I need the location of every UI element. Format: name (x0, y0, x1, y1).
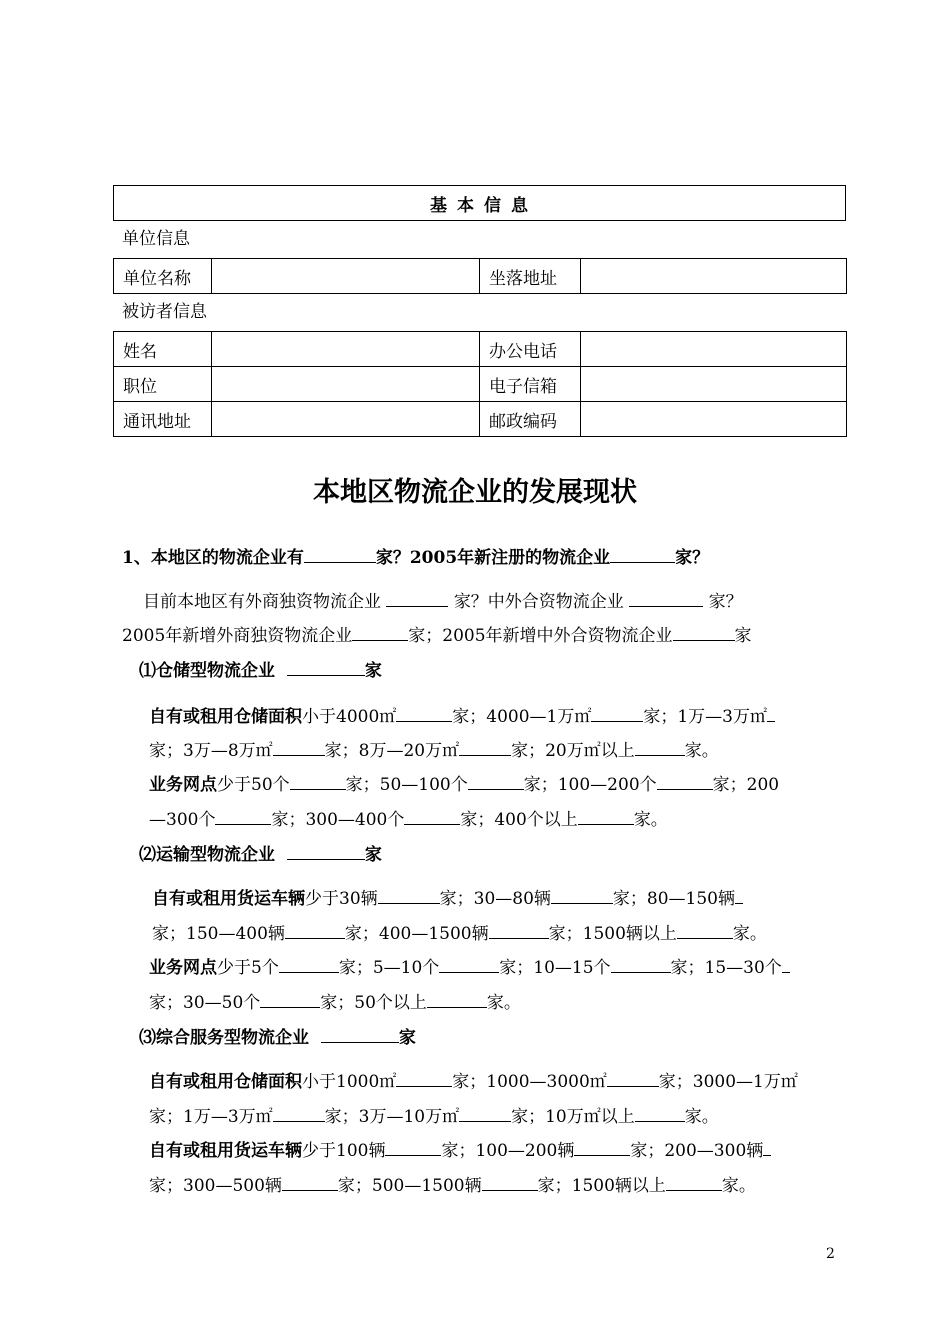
s3-unit: 家 (398, 1028, 416, 1048)
s2-line3 (149, 955, 790, 980)
s1-l4-blank3[interactable] (578, 807, 634, 825)
p2-text-b: 家；2005年新增中外合资物流企业 (408, 626, 673, 646)
s3-line4 (149, 1173, 756, 1198)
s2-l2-blank3[interactable] (677, 921, 733, 939)
s3-l2-a: 家；1万—3万㎡ (149, 1107, 273, 1127)
s2-l2-blank1[interactable] (285, 921, 345, 939)
paragraph-foreign-line1 (143, 589, 743, 614)
s3-l4-blank1[interactable] (282, 1173, 338, 1191)
s2-l2-b: 家；400—1500辆 (344, 924, 489, 944)
s2-l1-blank3[interactable] (735, 886, 743, 904)
s1-l3-blank1[interactable] (290, 772, 346, 790)
s1-l4-blank2[interactable] (404, 807, 460, 825)
s2-l3-blank2[interactable] (439, 955, 499, 973)
s1-l2-c: 家；20万㎡以上 (511, 741, 635, 761)
s2-l1-c: 家；80—150辆 (612, 889, 735, 909)
s1-heading (139, 658, 382, 683)
postcode-label: 邮政编码 (480, 402, 581, 437)
s3-l1-b: 家；1000—3000㎡ (452, 1072, 607, 1092)
s1-head-text: ⑴仓储型物流企业 (139, 661, 275, 681)
s2-l4-blank2[interactable] (427, 990, 487, 1008)
email-field[interactable] (581, 367, 847, 402)
email-label: 电子信箱 (480, 367, 581, 402)
q1-blank-new[interactable] (610, 545, 675, 563)
s1-l3-blank2[interactable] (468, 772, 524, 790)
s1-l2-blank1[interactable] (273, 738, 325, 756)
unit-name-field[interactable] (212, 259, 480, 294)
q1-blank-total[interactable] (304, 545, 376, 563)
s3-l4-blank3[interactable] (666, 1173, 722, 1191)
basic-info-header: 基本信息 (114, 186, 846, 221)
s3-l2-blank3[interactable] (635, 1104, 685, 1122)
s3-line3 (149, 1138, 771, 1163)
p2-blank-joint-new[interactable] (673, 623, 735, 641)
s2-l1-blank1[interactable] (378, 886, 440, 904)
mail-address-field[interactable] (212, 402, 480, 437)
p1-blank-joint[interactable] (629, 589, 703, 607)
s3-l3-blank3[interactable] (763, 1138, 771, 1156)
name-label: 姓名 (114, 332, 212, 367)
s2-l2-a: 家；150—400辆 (152, 924, 285, 944)
s2-l2-c: 家；1500辆以上 (548, 924, 677, 944)
s1-l3-d: 家；200 (712, 775, 780, 795)
s2-line4 (149, 990, 521, 1015)
p1-text-b: 家？中外合资物流企业 (453, 592, 624, 612)
s2-l1-a: 少于30辆 (305, 889, 378, 909)
s1-l3-bold: 业务网点 (149, 775, 217, 795)
s1-l4-b: 家；300—400个 (271, 810, 405, 830)
unit-name-label: 单位名称 (114, 259, 212, 294)
s3-l2-d: 家。 (684, 1107, 719, 1127)
s1-line2 (149, 738, 719, 763)
s2-l4-a: 家；30—50个 (149, 993, 261, 1013)
s3-l1-bold: 自有或租用仓储面积 (149, 1072, 302, 1092)
s1-blank-count[interactable] (287, 658, 365, 676)
unit-info-table (113, 258, 847, 294)
position-label: 职位 (114, 367, 212, 402)
s3-l2-blank2[interactable] (459, 1104, 511, 1122)
p1-text-c: 家？ (708, 592, 743, 612)
position-field[interactable] (212, 367, 480, 402)
s1-l2-a: 家；3万—8万㎡ (149, 741, 273, 761)
s1-l1-blank1[interactable] (396, 704, 452, 722)
basic-info-block (113, 185, 846, 437)
s3-l3-blank2[interactable] (574, 1138, 630, 1156)
s1-line4 (149, 807, 668, 832)
s2-l1-blank2[interactable] (551, 886, 613, 904)
s2-l4-blank1[interactable] (260, 990, 320, 1008)
s3-l2-c: 家；10万㎡以上 (511, 1107, 635, 1127)
s1-l1-blank3[interactable] (767, 704, 775, 722)
page-number: 2 (826, 1246, 835, 1262)
s1-l2-blank2[interactable] (459, 738, 511, 756)
s1-l2-blank3[interactable] (635, 738, 685, 756)
q1-text-b: 家？2005年新注册的物流企业 (375, 548, 611, 568)
s3-line1 (149, 1069, 798, 1094)
s2-blank-count[interactable] (287, 842, 365, 860)
s2-line1 (152, 886, 743, 911)
s3-l2-blank1[interactable] (273, 1104, 325, 1122)
name-field[interactable] (212, 332, 480, 367)
s2-l1-bold: 自有或租用货运车辆 (152, 889, 305, 909)
s1-l1-b: 家；4000—1万㎡ (452, 707, 592, 727)
s3-l4-b: 家；500—1500辆 (337, 1176, 482, 1196)
postcode-field[interactable] (581, 402, 847, 437)
s3-head-text: ⑶综合服务型物流企业 (139, 1028, 309, 1048)
s3-l3-c: 家；200—300辆 (630, 1141, 764, 1161)
s3-l4-blank2[interactable] (482, 1173, 538, 1191)
basic-info-header-table (113, 185, 846, 221)
s3-l1-a: 小于1000㎡ (302, 1072, 397, 1092)
s1-l1-c: 家；1万—3万㎡ (643, 707, 767, 727)
unit-address-label: 坐落地址 (480, 259, 581, 294)
s3-l1-blank2[interactable] (607, 1069, 659, 1087)
s2-l3-c: 家；10—15个 (499, 958, 611, 978)
s1-line1 (149, 704, 775, 729)
s2-l3-d: 家；15—30个 (670, 958, 782, 978)
paragraph-foreign-line2 (122, 623, 752, 648)
q1-text-a: 1、本地区的物流企业有 (122, 548, 304, 568)
s1-l2-d: 家。 (684, 741, 719, 761)
s2-heading (139, 842, 382, 867)
s2-line2 (152, 921, 767, 946)
s3-l4-d: 家。 (721, 1176, 756, 1196)
s1-l1-bold: 自有或租用仓储面积 (149, 707, 302, 727)
s1-l3-blank3[interactable] (657, 772, 713, 790)
s2-l3-blank1[interactable] (279, 955, 339, 973)
unit-section-label: 单位信息 (122, 229, 190, 249)
s1-l4-blank1[interactable] (215, 807, 271, 825)
s3-l3-blank1[interactable] (385, 1138, 441, 1156)
p1-blank-foreign[interactable] (386, 589, 448, 607)
section-title: 本地区物流企业的发展现状 (313, 477, 637, 508)
s3-l4-c: 家；1500辆以上 (537, 1176, 666, 1196)
s3-l1-blank1[interactable] (396, 1069, 452, 1087)
mail-address-label: 通讯地址 (114, 402, 212, 437)
p2-blank-foreign-new[interactable] (352, 623, 408, 641)
s2-l4-b: 家；50个以上 (320, 993, 427, 1013)
s3-l1-c: 家；3000—1万㎡ (658, 1072, 798, 1092)
p1-text-a: 目前本地区有外商独资物流企业 (143, 592, 381, 612)
s1-l2-b: 家；8万—20万㎡ (324, 741, 460, 761)
s2-l3-bold: 业务网点 (149, 958, 217, 978)
s2-l2-d: 家。 (732, 924, 767, 944)
s2-l3-a: 少于5个 (217, 958, 279, 978)
s1-unit: 家 (364, 661, 382, 681)
s2-l2-blank2[interactable] (489, 921, 549, 939)
office-phone-field[interactable] (581, 332, 847, 367)
respondent-info-table (113, 331, 847, 437)
s1-l4-c: 家；400个以上 (460, 810, 578, 830)
respondent-section-label: 被访者信息 (122, 302, 207, 322)
s1-line3 (149, 772, 779, 797)
s3-blank-count[interactable] (321, 1025, 399, 1043)
q1-text-c: 家？ (675, 548, 710, 568)
s1-l3-a: 少于50个 (217, 775, 290, 795)
s2-l1-b: 家；30—80辆 (439, 889, 551, 909)
s2-l3-b: 家；5—10个 (338, 958, 440, 978)
s3-l3-b: 家；100—200辆 (441, 1141, 575, 1161)
s2-head-text: ⑵运输型物流企业 (139, 845, 275, 865)
s3-l2-b: 家；3万—10万㎡ (324, 1107, 460, 1127)
s1-l4-d: 家。 (633, 810, 668, 830)
s2-l3-blank3[interactable] (611, 955, 671, 973)
s1-l4-a: —300个 (149, 810, 216, 830)
office-phone-label: 办公电话 (480, 332, 581, 367)
s1-l3-b: 家；50—100个 (345, 775, 468, 795)
s2-l3-blank4[interactable] (782, 955, 790, 973)
s1-l3-c: 家；100—200个 (523, 775, 657, 795)
s3-l4-a: 家；300—500辆 (149, 1176, 282, 1196)
p2-text-c: 家 (734, 626, 752, 646)
s2-unit: 家 (364, 845, 382, 865)
unit-address-field[interactable] (581, 259, 847, 294)
s1-l1-a: 小于4000㎡ (302, 707, 397, 727)
s3-heading (139, 1025, 416, 1050)
s1-l1-blank2[interactable] (591, 704, 643, 722)
s3-line2 (149, 1104, 719, 1129)
s3-l3-bold: 自有或租用货运车辆 (149, 1141, 302, 1161)
question-1 (122, 545, 709, 570)
s3-l3-a: 少于100辆 (302, 1141, 386, 1161)
p2-text-a: 2005年新增外商独资物流企业 (122, 626, 353, 646)
s2-l4-c: 家。 (486, 993, 521, 1013)
